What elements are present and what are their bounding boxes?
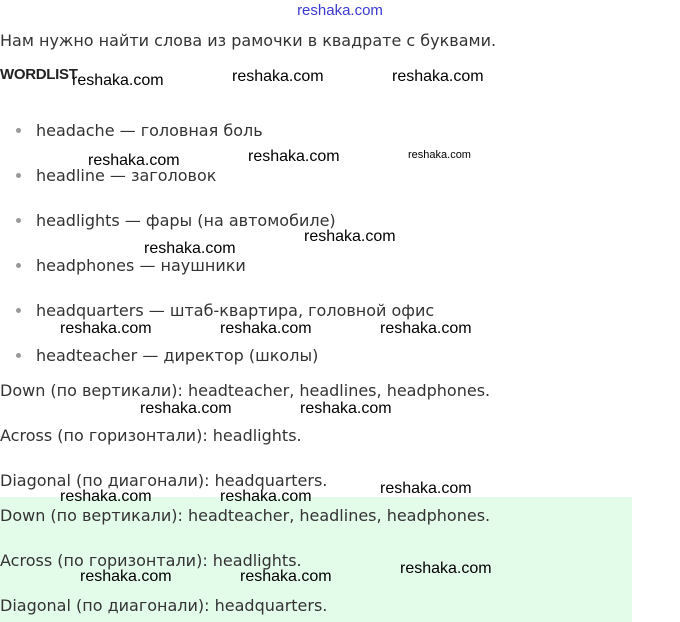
watermark: reshaka.com [400,560,492,577]
answer-box-down: Down (по вертикали): headteacher, headlines, headphones. [0,506,491,525]
answer-box-across: Across (по горизонтали): headlights. [0,551,302,570]
watermark: reshaka.com [220,320,312,337]
watermark: reshaka.com [392,68,484,85]
list-item [16,211,336,230]
bullet-icon [16,308,21,313]
list-item-text: headquarters — штаб-квартира, головной офис [36,301,435,320]
answer-across: Across (по горизонтали): headlights. [0,426,302,445]
list-item-text: headteacher — директор (школы) [36,346,319,365]
bullet-icon [16,173,21,178]
watermark: reshaka.com [232,68,324,85]
watermark: reshaka.com [60,320,152,337]
list-item-text: headlights — фары (на автомобиле) [36,211,336,230]
watermark: reshaka.com [408,149,471,161]
bullet-icon [16,128,21,133]
watermark: reshaka.com [72,72,164,89]
list-item-text: headache — головная боль [36,121,263,140]
intro-text: Нам нужно найти слова из рамочки в квадрате с буквами. [0,31,497,50]
list-item [16,121,263,140]
watermark: reshaka.com [380,320,472,337]
watermark: reshaka.com [88,152,180,169]
bullet-icon [16,218,21,223]
watermark: reshaka.com [80,568,172,585]
answer-diagonal: Diagonal (по диагонали): headquarters. [0,471,328,490]
watermark: reshaka.com [60,488,152,505]
watermark: reshaka.com [240,568,332,585]
site-header-link[interactable]: reshaka.com [297,2,383,19]
list-item [16,346,318,365]
watermark: reshaka.com [220,488,312,505]
list-item [16,256,246,275]
list-item-text: headphones — наушники [36,256,246,275]
watermark: reshaka.com [380,480,472,497]
bullet-icon [16,353,21,358]
wordlist-title: WORDLIST [0,66,78,83]
watermark: reshaka.com [140,400,232,417]
watermark: reshaka.com [248,148,340,165]
watermark: reshaka.com [144,240,236,257]
list-item-text: headline — заголовок [36,166,217,185]
list-item [16,301,434,320]
bullet-icon [16,263,21,268]
answer-box-diagonal: Diagonal (по диагонали): headquarters. [0,596,328,615]
watermark: reshaka.com [304,228,396,245]
watermark: reshaka.com [300,400,392,417]
answer-down: Down (по вертикали): headteacher, headlines, headphones. [0,381,491,400]
